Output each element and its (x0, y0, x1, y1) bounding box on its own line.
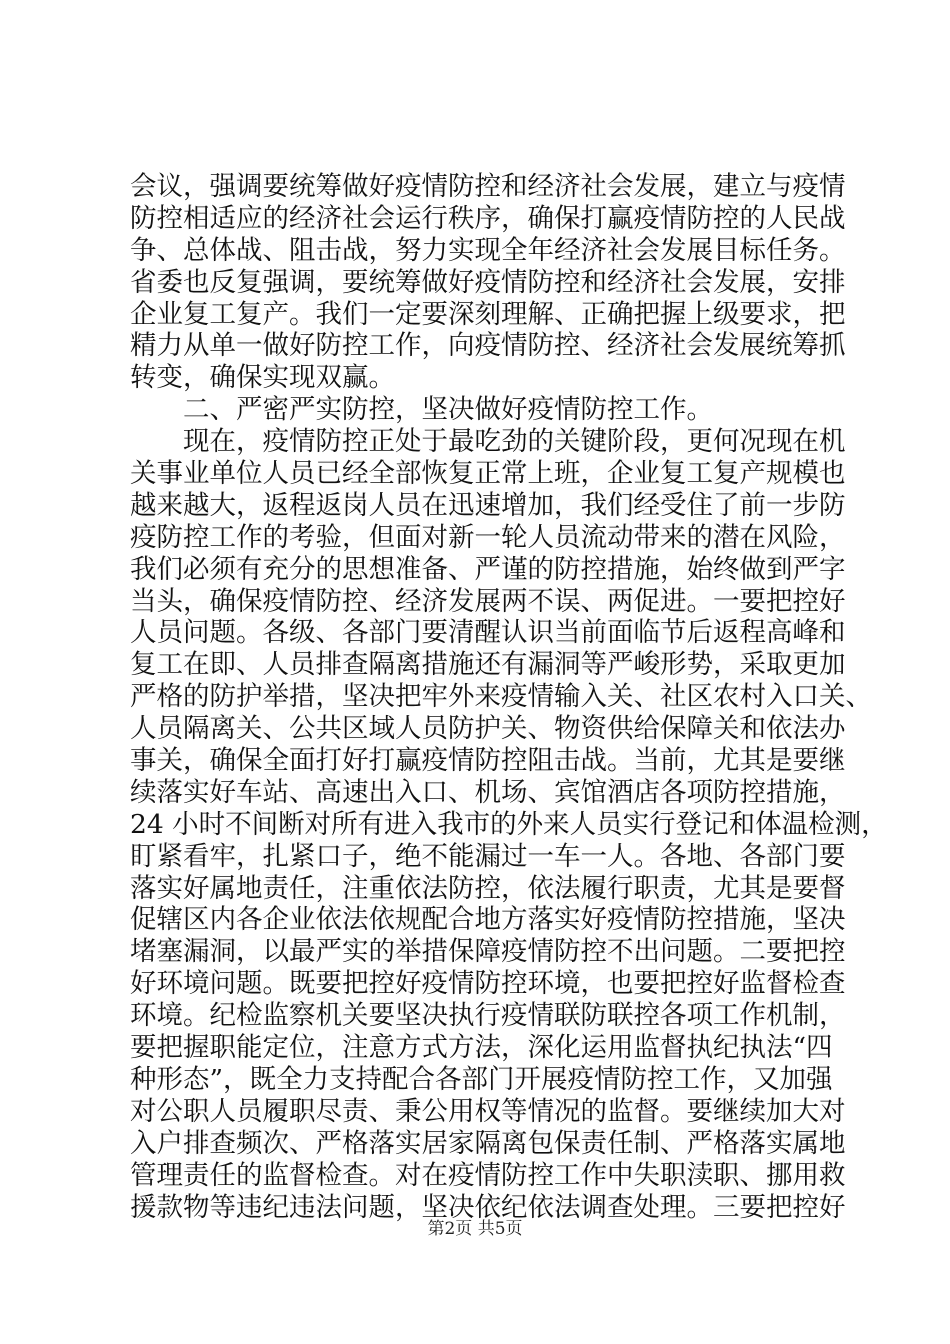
text-line: 援款物等违纪违法问题，坚决依纪依法调查处理。三要把控好 (130, 1191, 846, 1223)
text-line: 人员隔离关、公共区域人员防护关、物资供给保障关和依法办 (130, 713, 846, 745)
text-line: 严格的防护举措，坚决把牢外来疫情输入关、社区农村入口关、 (130, 681, 872, 713)
text-line: 转变，确保实现双赢。 (130, 362, 395, 394)
text-line: 续落实好车站、高速出入口、机场、宾馆酒店各项防控措施， (130, 776, 846, 808)
text-line: 我们必须有充分的思想准备、严谨的防控措施，始终做到严字 (130, 553, 846, 585)
text-line: 人员问题。各级、各部门要清醒认识当前面临节后返程高峰和 (130, 617, 846, 649)
text-line: 对公职人员履职尽责、秉公用权等情况的监督。要继续加大对 (130, 1095, 846, 1127)
text-line: 争、总体战、阻击战，努力实现全年经济社会发展目标任务。 (130, 234, 846, 266)
text-line: 越来越大，返程返岗人员在迅速增加，我们经受住了前一步防 (130, 489, 846, 521)
text-line: 精力从单一做好防控工作，向疫情防控、经济社会发展统筹抓 (130, 330, 846, 362)
text-line: 省委也反复强调，要统筹做好疫情防控和经济社会发展，安排 (130, 266, 846, 298)
text-line: 会议，强调要统筹做好疫情防控和经济社会发展，建立与疫情 (130, 171, 846, 202)
text-line: 管理责任的监督检查。对在疫情防控工作中失职渎职、挪用救 (130, 1159, 846, 1191)
document-body (130, 171, 888, 1223)
text-line: 复工在即、人员排查隔离措施还有漏洞等严峻形势，采取更加 (130, 649, 846, 681)
section-heading: 二、严密严实防控，坚决做好疫情防控工作。 (183, 394, 713, 426)
page-number-footer: 第2页 共5页 (427, 1219, 523, 1239)
text-line: 事关，确保全面打好打赢疫情防控阻击战。当前，尤其是要继 (130, 745, 846, 777)
text-line: 种形态”，既全力支持配合各部门开展疫情防控工作，又加强 (130, 1063, 833, 1095)
text-line: 当头，确保疫情防控、经济发展两不误、两促进。一要把控好 (130, 585, 846, 617)
text-line: 好环境问题。既要把控好疫情防控环境，也要把控好监督检查 (130, 968, 846, 1000)
text-line: 24 小时不间断对所有进入我市的外来人员实行登记和体温检测， (130, 808, 888, 840)
text-line: 疫防控工作的考验，但面对新一轮人员流动带来的潜在风险， (130, 521, 846, 553)
text-line: 促辖区内各企业依法依规配合地方落实好疫情防控措施，坚决 (130, 904, 846, 936)
text-line: 落实好属地责任，注重依法防控，依法履行职责，尤其是要督 (130, 872, 846, 904)
text-line: 入户排查频次、严格落实居家隔离包保责任制、严格落实属地 (130, 1127, 846, 1159)
text-line: 堵塞漏洞，以最严实的举措保障疫情防控不出问题。二要把控 (130, 936, 846, 968)
text-line: 防控相适应的经济社会运行秩序，确保打赢疫情防控的人民战 (130, 202, 846, 234)
text-line: 盯紧看牢，扎紧口子，绝不能漏过一车一人。各地、各部门要 (130, 840, 846, 872)
text-line: 现在，疫情防控正处于最吃劲的关键阶段，更何况现在机 (183, 426, 846, 458)
text-line: 要把握职能定位，注意方式方法，深化运用监督执纪执法“四 (130, 1032, 833, 1064)
text-line: 关事业单位人员已经全部恢复正常上班，企业复工复产规模也 (130, 458, 846, 490)
text-line: 企业复工复产。我们一定要深刻理解、正确把握上级要求，把 (130, 298, 846, 330)
text-line: 环境。纪检监察机关要坚决执行疫情联防联控各项工作机制， (130, 1000, 846, 1032)
